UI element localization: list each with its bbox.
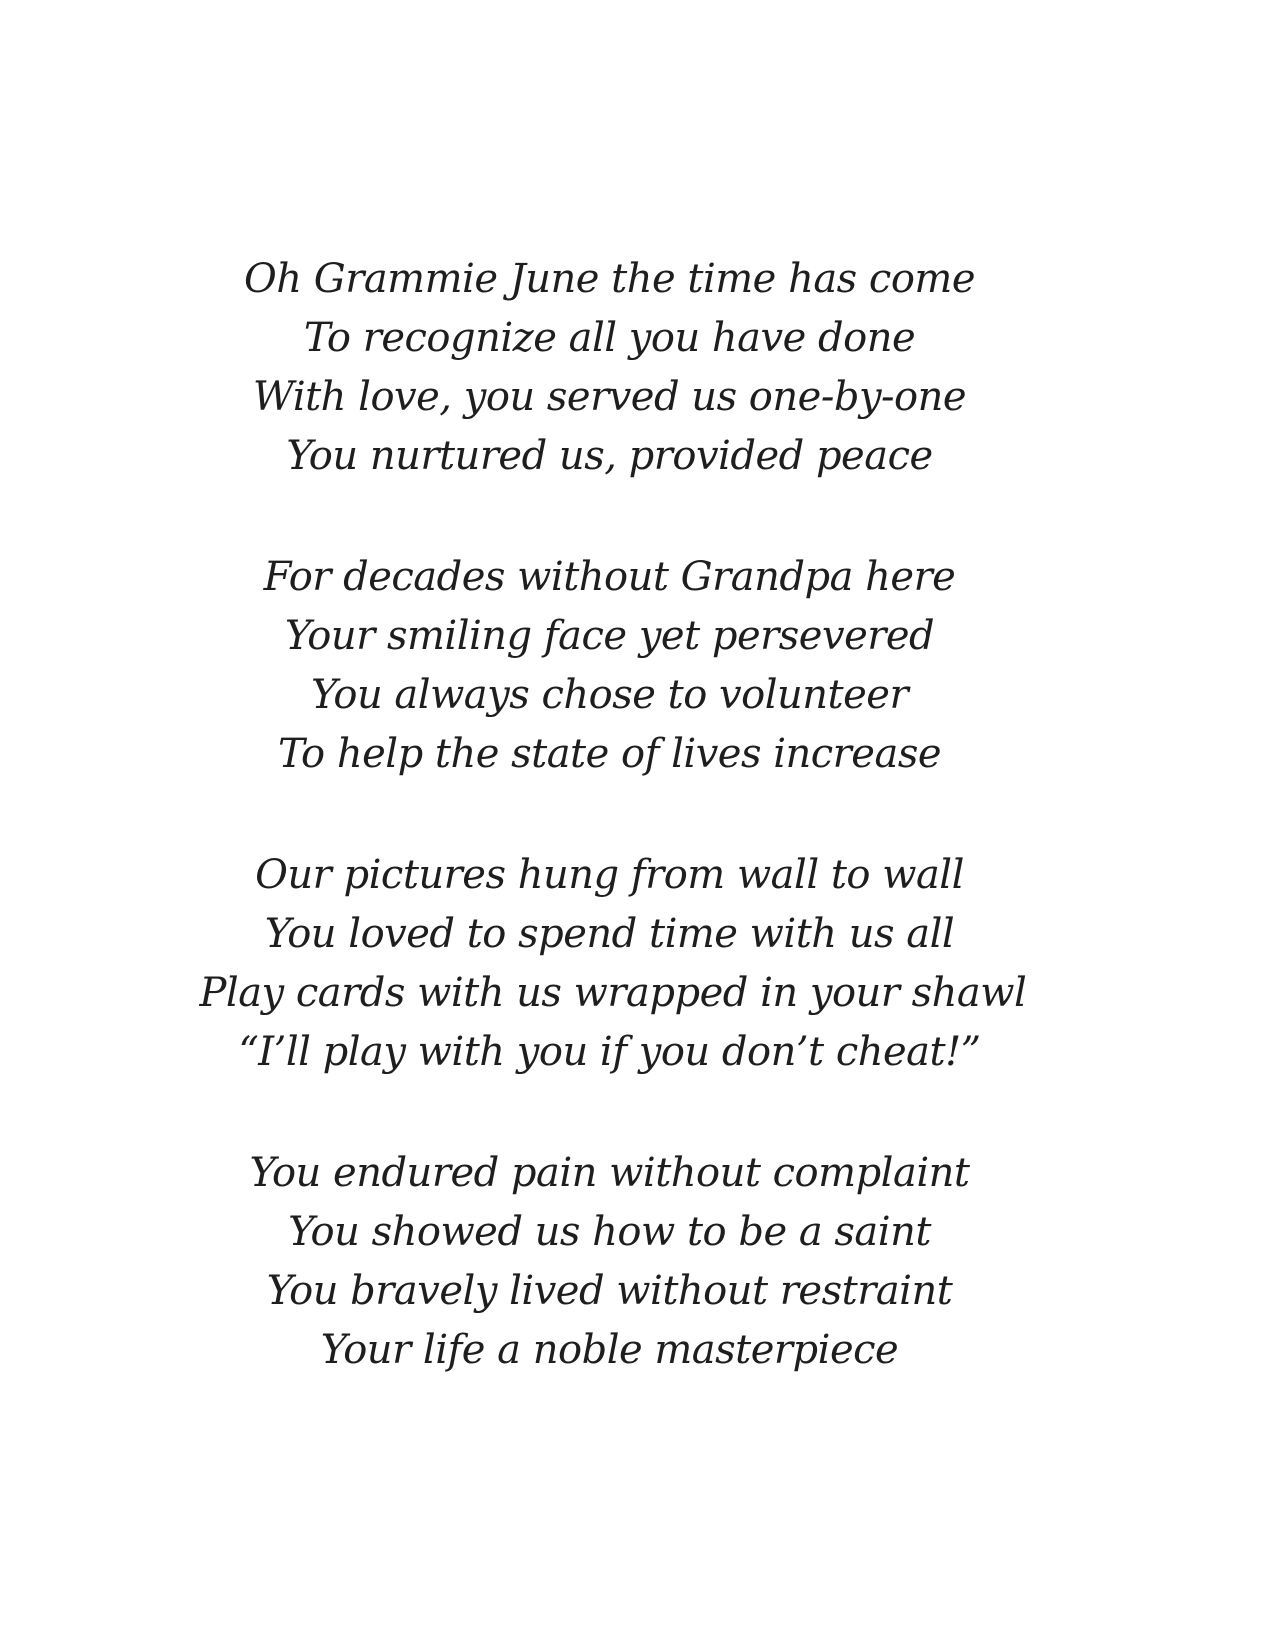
poem-line: “I’ll play with you if you don’t cheat!” (238, 1029, 981, 1075)
poem-line: You loved to spend time with us all (264, 911, 955, 957)
poem-line: You always chose to volunteer (310, 672, 909, 718)
poem-line: To help the state of lives increase (277, 731, 942, 777)
poem-line: Your life a noble masterpiece (320, 1327, 899, 1373)
poem-stanza (200, 548, 1020, 784)
poem-line: You endured pain without complaint (249, 1150, 970, 1196)
poem-line: Oh Grammie June the time has come (243, 256, 976, 302)
poem-stanza (200, 250, 1020, 486)
poem-line: With love, you served us one-by-one (252, 374, 967, 420)
poem-line: You showed us how to be a saint (288, 1209, 931, 1255)
poem-line: For decades without Grandpa here (263, 554, 956, 600)
poem-line: Play cards with us wrapped in your shawl (199, 970, 1027, 1016)
poem-line: Your smiling face yet persevered (284, 613, 935, 659)
poem-line: To recognize all you have done (303, 315, 916, 361)
poem-stanza (199, 846, 1027, 1082)
poem (199, 250, 1027, 1380)
poem-stanza (200, 1144, 1020, 1380)
poem-line: You bravely lived without restraint (266, 1268, 953, 1314)
poem-line: Our pictures hung from wall to wall (255, 852, 964, 898)
poem-line: You nurtured us, provided peace (286, 433, 933, 479)
